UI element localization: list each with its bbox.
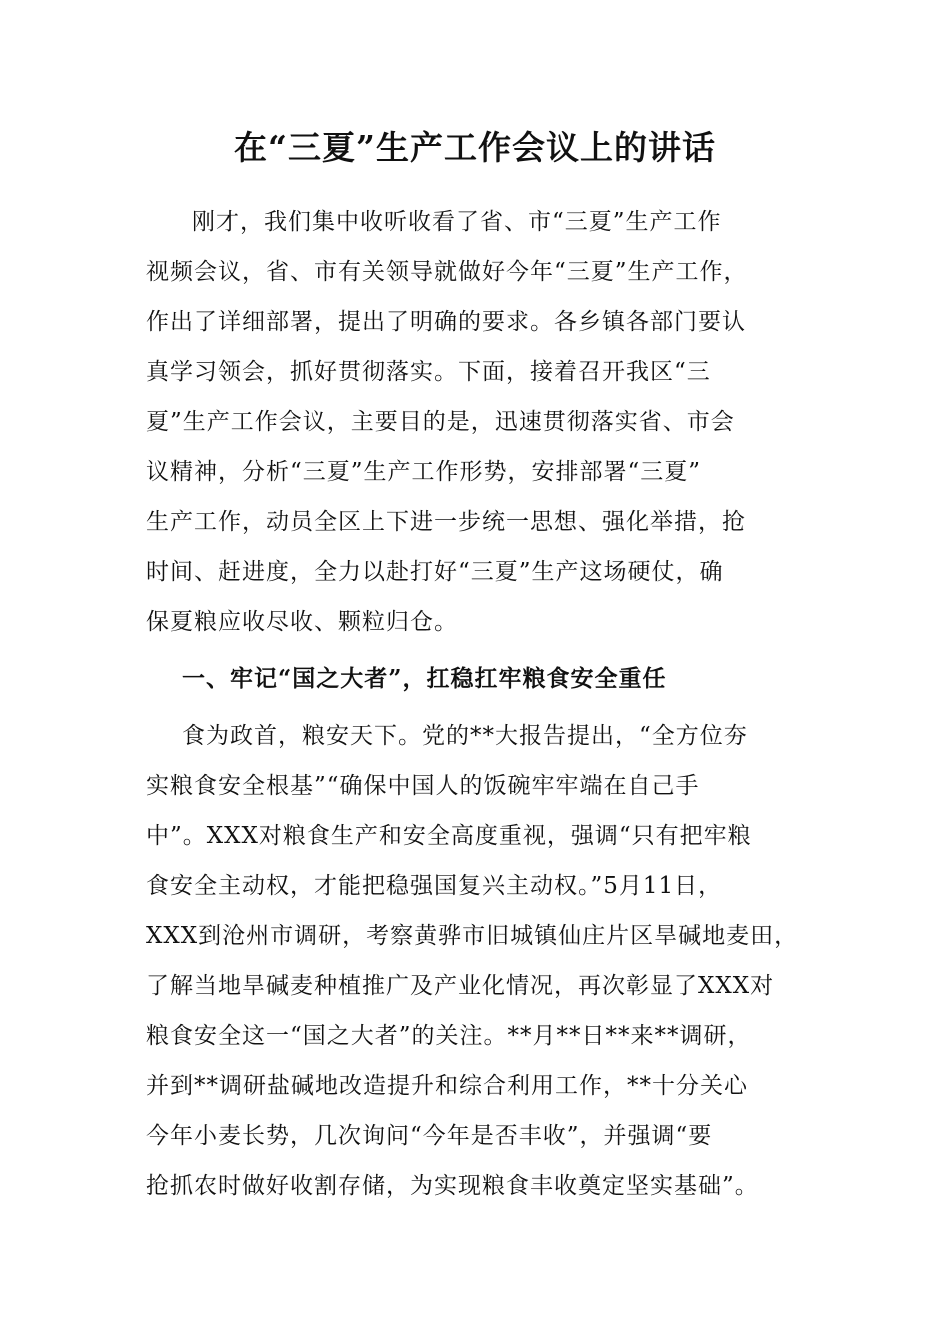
paragraph-line: 了解当地旱碱麦种植推广及产业化情况，再次彰显了XXX对 bbox=[146, 973, 775, 999]
paragraph-line: 食为政首，粮安天下。党的**大报告提出，“全方位夯 bbox=[182, 723, 748, 749]
intro-paragraph bbox=[146, 197, 816, 647]
paragraph-line: 粮食安全这一“国之大者”的关注。**月**日**来**调研， bbox=[146, 1023, 752, 1049]
paragraph-line: 食安全主动权，才能把稳强国复兴主动权。”5月11日， bbox=[146, 873, 723, 899]
paragraph-line: 生产工作，动员全区上下进一步统一思想、强化举措，抢 bbox=[146, 509, 746, 535]
paragraph-line: 保夏粮应收尽收、颗粒归仓。 bbox=[146, 609, 458, 635]
paragraph-line: 时间、赶进度，全力以赴打好“三夏”生产这场硬仗，确 bbox=[146, 559, 724, 585]
paragraph-line: 今年小麦长势，几次询问“今年是否丰收”，并强调“要 bbox=[146, 1123, 713, 1149]
section-heading: 一、牢记“国之大者”，扛稳扛牢粮食安全重任 bbox=[182, 665, 667, 692]
paragraph-line: 议精神，分析“三夏”生产工作形势，安排部署“三夏” bbox=[146, 459, 702, 485]
paragraph-line: 抢抓农时做好收割存储，为实现粮食丰收奠定坚实基础”。 bbox=[146, 1173, 759, 1199]
paragraph-line: XXX到沧州市调研，考察黄骅市旧城镇仙庄片区旱碱地麦田， bbox=[146, 923, 799, 949]
paragraph-line: 作出了详细部署，提出了明确的要求。各乡镇各部门要认 bbox=[146, 309, 746, 335]
paragraph-line: 刚才，我们集中收听收看了省、市“三夏”生产工作 bbox=[192, 209, 722, 235]
section-paragraph bbox=[146, 711, 816, 1211]
paragraph-line: 真学习领会，抓好贯彻落实。下面，接着召开我区“三 bbox=[146, 359, 711, 385]
document-title: 在“三夏”生产工作会议上的讲话 bbox=[234, 128, 716, 167]
paragraph-line: 中”。XXX对粮食生产和安全高度重视，强调“只有把牢粮 bbox=[146, 823, 752, 849]
paragraph-line: 夏”生产工作会议，主要目的是，迅速贯彻落实省、市会 bbox=[146, 409, 735, 435]
paragraph-line: 实粮食安全根基”“确保中国人的饭碗牢牢端在自己手 bbox=[146, 773, 700, 799]
paragraph-line: 视频会议，省、市有关领导就做好今年“三夏”生产工作， bbox=[146, 259, 748, 285]
paragraph-line: 并到**调研盐碱地改造提升和综合利用工作，**十分关心 bbox=[146, 1073, 748, 1099]
